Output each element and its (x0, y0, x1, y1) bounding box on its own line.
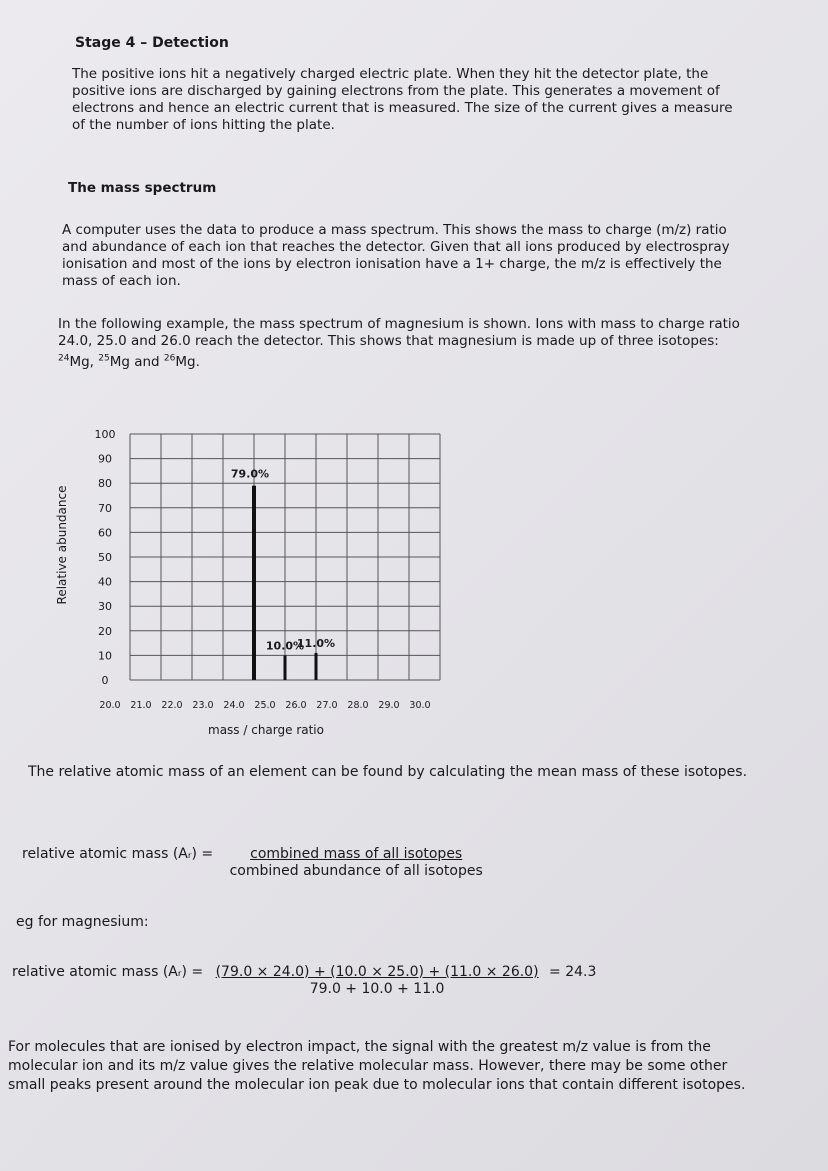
ram-denominator: combined abundance of all isotopes (229, 863, 483, 879)
ram-numerator: combined mass of all isotopes (250, 846, 463, 862)
mg-denominator: 79.0 + 10.0 + 11.0 (309, 981, 445, 997)
x-tick-label: 23.0 (192, 700, 214, 711)
spectrum-para1: A computer uses the data to produce a mass spectrum. This shows the mass to charge (m/z) ratio and abundance of each ion that reaches the detector. Given that all ions produced by electrospray ionisation and most of the ions by electron ionisation have a 1+ charge, the m/z is effectively the mass of each ion. (62, 222, 730, 289)
spectrum-para2-text: In the following example, the mass spectrum of magnesium is shown. Ions with mass to charge ratio 24.0, 25.0 and 26.0 reach the detector. This shows that magnesium is made up of three isotopes: (58, 316, 740, 349)
spectrum-peak (315, 653, 318, 680)
y-tick-label: 20 (98, 624, 112, 638)
peak-label: 11.0% (296, 636, 336, 650)
peak-label: 79.0% (230, 467, 270, 481)
y-tick-label: 10 (98, 649, 112, 663)
isotope-mass: 26 (163, 353, 176, 363)
y-tick-label: 80 (98, 477, 112, 491)
x-tick-label: 24.0 (223, 700, 245, 711)
stage-text: The positive ions hit a negatively charged electric plate. When they hit the detector plate, the positive ions are discharged by gaining electrons from the plate. This generates a movement of electrons and hence an electric current that is measured. The size of the current gives a measure of the number of ions hitting the plate. (72, 66, 733, 133)
stage-heading: Stage 4 – Detection (75, 35, 229, 51)
x-tick-label: 25.0 (254, 700, 276, 711)
y-tick-label: 0 (101, 674, 109, 687)
ram-intro: The relative atomic mass of an element can be found by calculating the mean mass of these isotopes. (28, 764, 748, 780)
mg-fraction (216, 964, 539, 998)
x-tick-label: 26.0 (285, 700, 307, 711)
ram-formula (22, 846, 483, 880)
ram-lhs: relative atomic mass (Aᵣ) = (22, 846, 214, 862)
y-tick-label: 70 (98, 501, 112, 515)
isotope-separator: . (195, 353, 200, 370)
isotope-symbol: Mg (69, 353, 90, 370)
mg-formula (12, 964, 596, 998)
y-tick-label: 60 (98, 526, 112, 540)
isotope-mass: 24 (58, 353, 70, 363)
isotope-symbol: Mg (175, 353, 196, 370)
x-tick-label: 27.0 (316, 700, 338, 711)
y-tick-label: 100 (94, 428, 116, 441)
isotope-separator: , (89, 353, 99, 370)
x-tick-label: 29.0 (378, 700, 400, 711)
y-tick-label: 40 (98, 575, 112, 589)
y-tick-label: 90 (98, 452, 112, 466)
y-axis-label: Relative abundance (55, 485, 69, 605)
peak-label: 10.0% (265, 639, 305, 653)
molecules-text: For molecules that are ionised by electron impact, the signal with the greatest m/z value is from the molecular ion and its m/z value gives the relative molecular mass. However, there may be some other small peaks present around the molecular ion peak due to molecular ions that contain different isotopes. (8, 1039, 746, 1093)
x-tick-label: 30.0 (409, 700, 431, 711)
x-tick-label: 28.0 (347, 700, 369, 711)
x-tick-label: 22.0 (161, 700, 183, 711)
y-tick-label: 30 (98, 600, 112, 614)
x-tick-label: 21.0 (130, 700, 152, 711)
mg-result: = 24.3 (549, 964, 597, 980)
mg-lhs: relative atomic mass (Aᵣ) = (12, 964, 204, 980)
x-axis-label: mass / charge ratio (208, 723, 324, 737)
y-tick-label: 50 (98, 551, 112, 564)
x-tick-label: 20.0 (99, 700, 121, 711)
spectrum-peak (284, 655, 287, 680)
isotope-mass: 25 (98, 353, 110, 363)
spectrum-peak (252, 486, 256, 680)
spectrum-heading: The mass spectrum (68, 180, 217, 196)
isotope-separator: and (129, 353, 164, 370)
isotope-symbol: Mg (109, 353, 130, 370)
mg-numerator: (79.0 × 24.0) + (10.0 × 25.0) + (11.0 × 26.0) (215, 964, 539, 980)
eg-label: eg for magnesium: (16, 914, 149, 930)
ram-fraction (230, 846, 483, 880)
